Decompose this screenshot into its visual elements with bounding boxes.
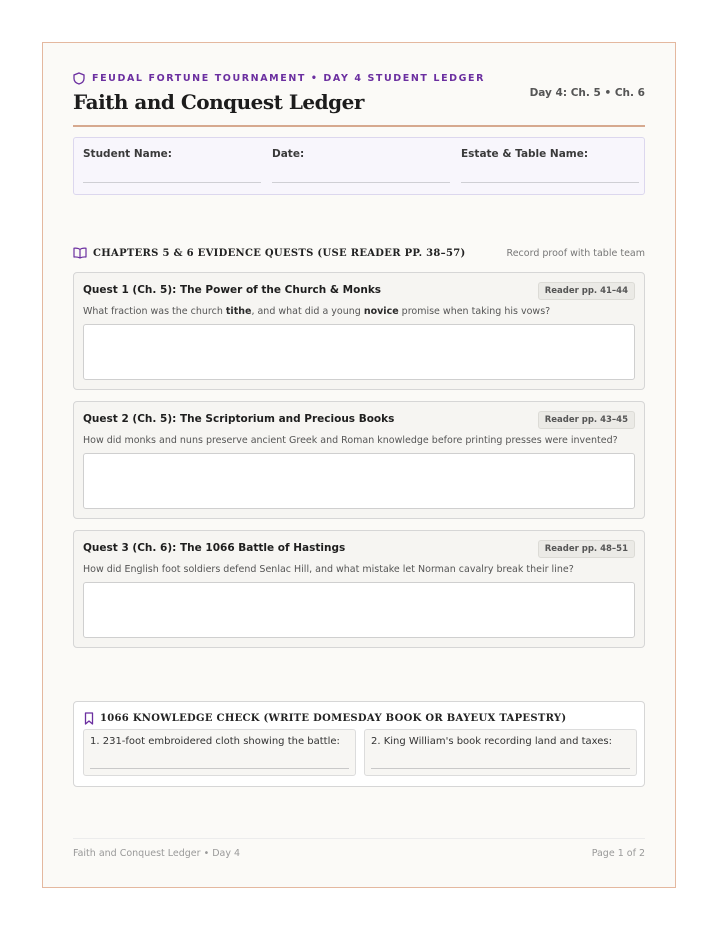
date-label: Date:: [272, 148, 305, 160]
quest-question: How did English foot soldiers defend Senlac Hill, and what mistake let Norman cavalry break their line?: [83, 564, 574, 575]
novice-term: novice: [363, 306, 399, 317]
reader-pages-badge: Reader pp. 48–51: [538, 540, 635, 558]
student-name-line[interactable]: [83, 182, 261, 183]
section-title: CHAPTERS 5 & 6 EVIDENCE QUESTS (USE READER PP. 38–57): [93, 247, 466, 259]
date-field[interactable]: [272, 148, 450, 183]
estate-table-line[interactable]: [461, 182, 639, 183]
section-note: Record proof with table team: [506, 247, 645, 259]
quest-title: Quest 1 (Ch. 5): The Power of the Church & Monks: [83, 284, 382, 296]
knowledge-prompt-1[interactable]: [83, 729, 356, 776]
student-name-label: Student Name:: [83, 148, 172, 160]
quest-question: What fraction was the church tithe, and what did a young novice promise when taking his vows?: [83, 306, 551, 317]
estate-table-field[interactable]: [461, 148, 639, 183]
evidence-quests-heading: [73, 247, 645, 259]
reader-pages-badge: Reader pp. 43–45: [538, 411, 635, 429]
date-line[interactable]: [272, 182, 450, 183]
answer-box[interactable]: [83, 453, 635, 509]
answer-box[interactable]: [83, 324, 635, 380]
quest-card-2: [73, 401, 645, 519]
quest-title: Quest 2 (Ch. 5): The Scriptorium and Precious Books: [83, 413, 395, 425]
write-line[interactable]: [90, 768, 349, 769]
prompt-text: 2. King William's book recording land and taxes:: [371, 736, 613, 747]
knowledge-check-box: [73, 701, 645, 787]
answer-box[interactable]: [83, 582, 635, 638]
tithe-term: tithe: [225, 306, 252, 317]
knowledge-check-title: 1066 KNOWLEDGE CHECK (WRITE DOMESDAY BOOK OR BAYEUX TAPESTRY): [100, 713, 567, 724]
quest-card-1: [73, 272, 645, 390]
header-divider: [73, 125, 645, 127]
student-name-field[interactable]: [83, 148, 261, 183]
day-info: Day 4: Ch. 5 • Ch. 6: [529, 87, 645, 99]
tournament-kicker: [73, 72, 485, 85]
estate-table-label: Estate & Table Name:: [461, 148, 589, 160]
write-line[interactable]: [371, 768, 630, 769]
quest-question: How did monks and nuns preserve ancient Greek and Roman knowledge before printing presses were invented?: [83, 435, 618, 446]
knowledge-prompt-2[interactable]: [364, 729, 637, 776]
kicker-text: FEUDAL FORTUNE TOURNAMENT • DAY 4 STUDENT LEDGER: [92, 73, 486, 84]
reader-pages-badge: Reader pp. 41–44: [538, 282, 635, 300]
student-info-box: [73, 137, 645, 195]
page-title: Faith and Conquest Ledger: [73, 90, 364, 114]
quest-card-3: [73, 530, 645, 648]
bookmark-icon: [84, 712, 94, 725]
shield-icon: [73, 72, 85, 85]
quest-title: Quest 3 (Ch. 6): The 1066 Battle of Hastings: [83, 542, 346, 554]
knowledge-check-heading: [84, 712, 566, 725]
prompt-text: 1. 231-foot embroidered cloth showing the battle:: [90, 736, 340, 747]
footer-left: Faith and Conquest Ledger • Day 4: [73, 848, 241, 859]
footer-page-number: Page 1 of 2: [591, 848, 645, 859]
open-book-icon: [73, 247, 87, 259]
worksheet-page: [42, 42, 676, 888]
footer-divider: [73, 838, 645, 839]
